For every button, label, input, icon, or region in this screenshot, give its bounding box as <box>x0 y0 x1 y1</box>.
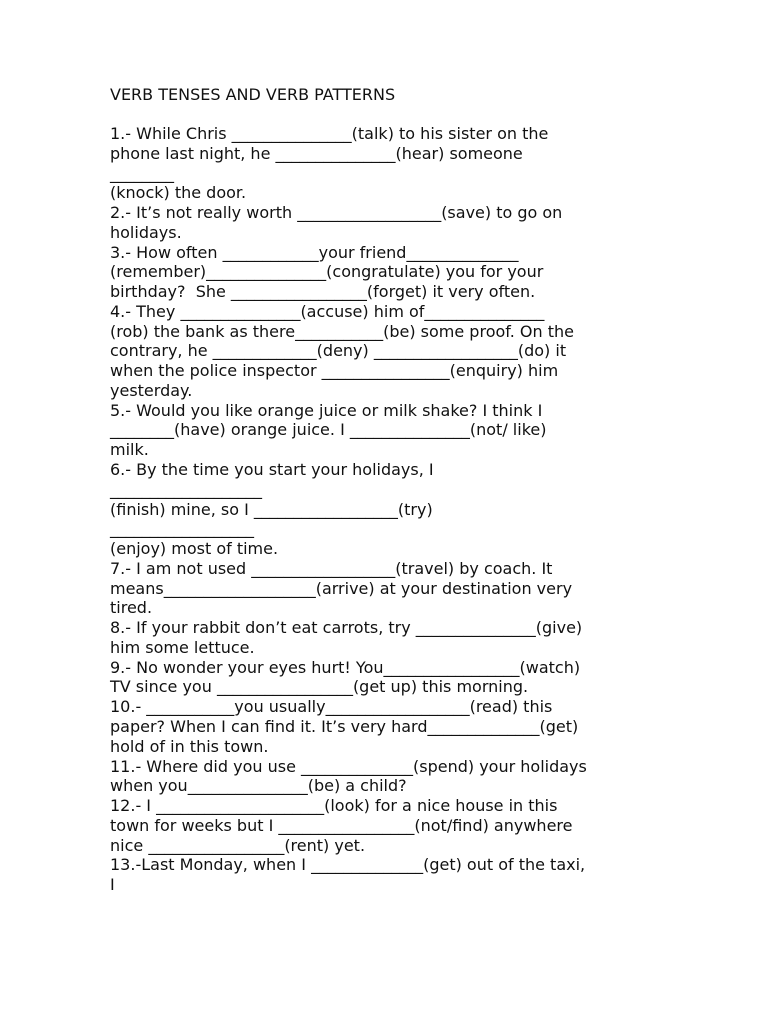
text-line: 1.- While Chris _______________(talk) to his sister on the <box>110 124 549 143</box>
text-line: 2.- It’s not really worth __________________(save) to go on <box>110 203 563 223</box>
text-line: I <box>110 875 115 895</box>
text-line: (rob) the bank as there___________(be) some proof. On the <box>110 321 574 341</box>
text-line: (enjoy) most of time. <box>110 539 279 559</box>
text-line: 7.- I am not used __________________(travel) by coach. It <box>110 558 553 578</box>
text-line: means___________________(arrive) at your destination very <box>110 578 573 598</box>
exercise-text <box>110 124 760 895</box>
text-line: (finish) mine, so I __________________(try) <box>110 499 433 519</box>
text-line: 3.- How often ____________your friend______________ <box>110 242 519 262</box>
text-line: hold of in this town. <box>110 736 269 756</box>
text-line: 4.- They _______________(accuse) him of_______________ <box>110 301 545 321</box>
text-line: 10.- ___________you usually__________________(read) this <box>110 697 553 717</box>
text-line: contrary, he _____________(deny) __________________(do) it <box>110 341 567 361</box>
text-line: ___________________ <box>110 479 262 499</box>
text-line: 5.- Would you like orange juice or milk shake? I think I <box>110 400 543 420</box>
text-line: milk. <box>110 440 149 460</box>
text-line: 9.- No wonder your eyes hurt! You_________________(watch) <box>110 657 581 677</box>
text-line: (remember)_______________(congratulate) you for your <box>110 262 544 282</box>
text-line: 13.-Last Monday, when I ______________(get) out of the taxi, <box>110 855 586 875</box>
text-line: __________________ <box>110 519 254 539</box>
text-line: holidays. <box>110 222 182 242</box>
text-line: 6.- By the time you start your holidays, I <box>110 460 434 480</box>
text-line: tired. <box>110 598 153 618</box>
text-line: paper? When I can find it. It’s very hard______________(get) <box>110 716 579 736</box>
text-line: 11.- Where did you use ______________(spend) your holidays <box>110 756 587 776</box>
text-line: ________ <box>110 163 174 183</box>
text-line: yesterday. <box>110 380 193 400</box>
text-line: (knock) the door. <box>110 183 247 203</box>
text-line: phone last night, he _______________(hear) someone <box>110 143 523 163</box>
page-title: VERB TENSES AND VERB PATTERNS <box>110 85 396 104</box>
text-line: ________(have) orange juice. I _______________(not/ like) <box>110 420 547 440</box>
text-line: when you_______________(be) a child? <box>110 776 407 796</box>
text-line: when the police inspector ________________(enquiry) him <box>110 361 559 381</box>
text-line: 8.- If your rabbit don’t eat carrots, try _______________(give) <box>110 618 583 638</box>
text-line: him some lettuce. <box>110 637 255 657</box>
text-line: town for weeks but I _________________(not/find) anywhere <box>110 815 573 835</box>
text-line: TV since you _________________(get up) this morning. <box>110 677 529 697</box>
text-line: 12.- I _____________________(look) for a nice house in this <box>110 796 558 816</box>
text-line: nice _________________(rent) yet. <box>110 835 366 855</box>
text-line: birthday? She _________________(forget) it very often. <box>110 282 536 302</box>
